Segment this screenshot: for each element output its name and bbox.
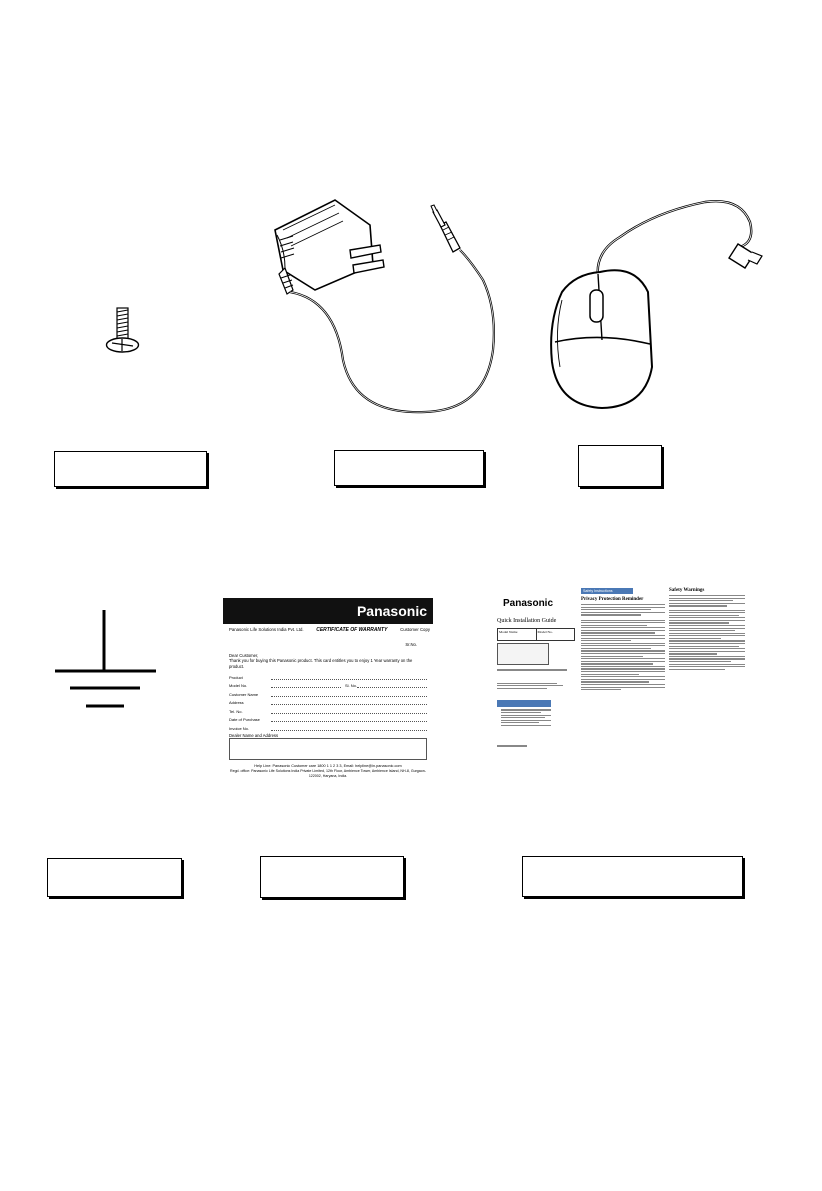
- warranty-field-model: Model No. Sl. No.: [229, 680, 427, 689]
- warranty-dealer-label: Dealer Name and Address: [229, 732, 279, 738]
- warranty-card: [223, 598, 433, 778]
- guide-brand: Panasonic: [503, 598, 554, 609]
- screw-label-box: [54, 451, 207, 487]
- warranty-field-tel: Tel. No.: [229, 705, 427, 714]
- guide-model-table: Model Name Model No.: [497, 628, 575, 641]
- guide-product-image: [497, 643, 549, 665]
- guide-title: Quick Installation Guide: [497, 618, 557, 624]
- warranty-title: CERTIFICATE OF WARRANTY: [316, 627, 388, 633]
- warranty-greeting: Dear Customer,: [229, 653, 259, 658]
- warranty-field-address: Address: [229, 697, 427, 706]
- warranty-company: Panasonic Life Solutions India Pvt. Ltd.: [229, 627, 304, 632]
- warranty-field-customer: Customer Name: [229, 688, 427, 697]
- ground-symbol-icon: [52, 608, 162, 728]
- warranty-field-invoice: Invoice No.: [229, 722, 427, 731]
- warranty-helpline: Help Line: Panasonic Customer care 1800 1 1 2 3 3, Email: helpline@in.panasonic.com: [254, 764, 402, 769]
- power-adapter-illustration: [265, 190, 505, 420]
- warranty-thanks: Thank you for buying this Panasonic product. This card entitles you to enjoy 1 Year warranty on the product.: [229, 658, 413, 669]
- mouse-label-box: [578, 445, 662, 487]
- guide-section-heading: Privacy Protection Reminder: [581, 597, 644, 602]
- guide-label-box: [522, 856, 743, 897]
- warranty-field-date: Date of Purchase: [229, 714, 427, 723]
- warranty-label-box: [260, 856, 404, 898]
- warranty-dealer-box: [229, 738, 427, 760]
- warranty-sr-no: Sr.No.: [405, 642, 417, 647]
- mouse-illustration: [540, 182, 780, 422]
- warranty-regd-office: Regd. office: Panasonic Life Solutions India Private Limited, 12th Floor, Ambience Tower, Ambience Island, NH-8, Gurgaon-122002, Haryana, India.: [229, 769, 427, 778]
- adapter-label-box: [334, 450, 484, 486]
- warranty-field-product: Product: [229, 671, 427, 680]
- ground-label-box: [47, 858, 182, 897]
- warranty-copy-label: Customer Copy: [400, 627, 430, 632]
- guide-safety-heading: Safety Instructions: [581, 588, 633, 594]
- quick-installation-guide: [493, 588, 745, 758]
- screw-illustration: [100, 305, 145, 360]
- guide-safety-warnings: Safety Warnings: [669, 588, 705, 593]
- warranty-card-brand: Panasonic: [223, 598, 433, 624]
